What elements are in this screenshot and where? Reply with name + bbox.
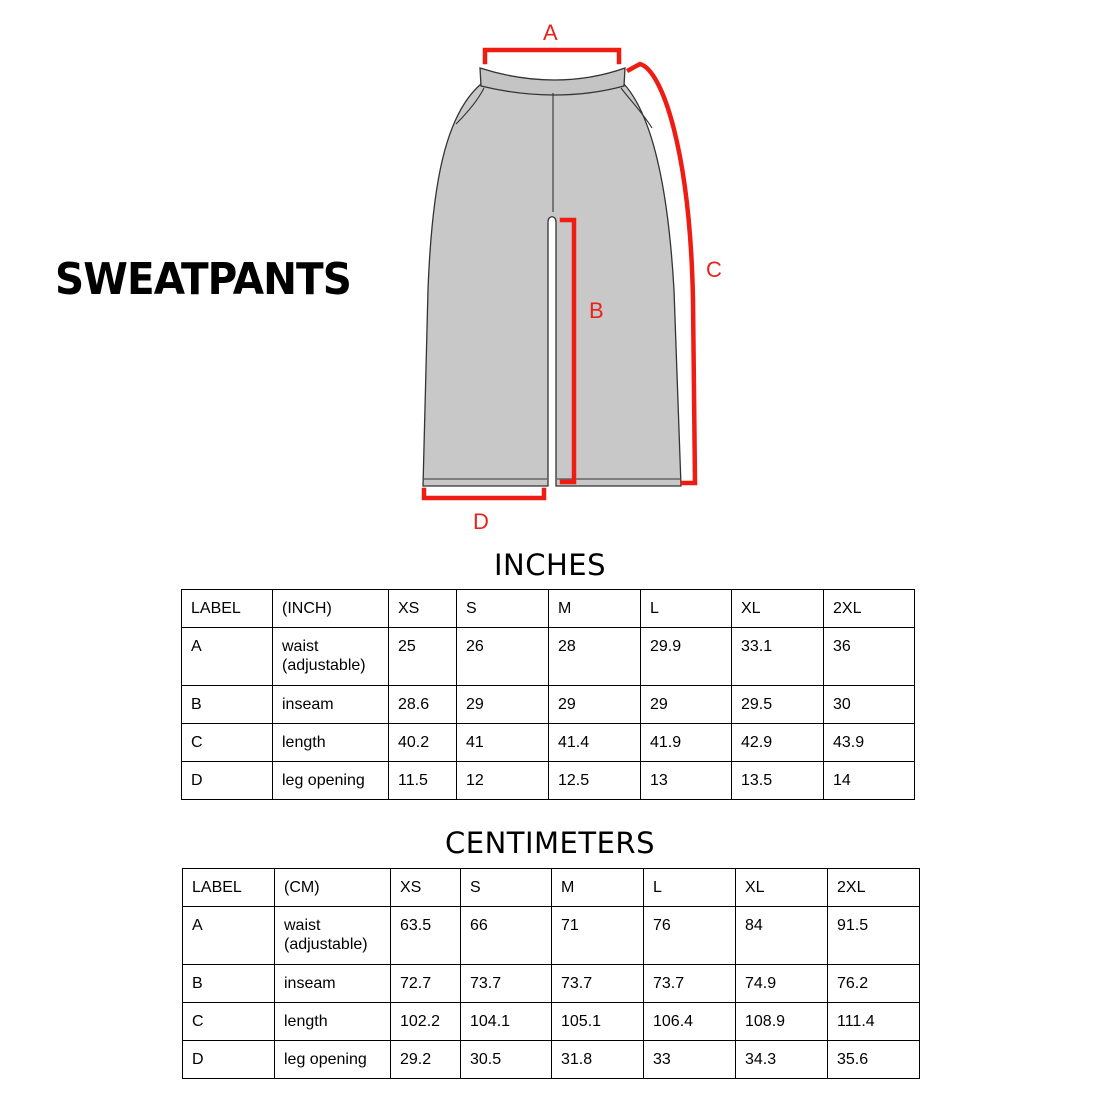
table-cell: 72.7 — [391, 965, 461, 1003]
table-cell: 106.4 — [644, 1003, 736, 1041]
header-cell: XL — [736, 869, 828, 907]
table-cell: 29.5 — [732, 686, 824, 724]
header-cell: M — [552, 869, 644, 907]
table-cell: 28.6 — [389, 686, 457, 724]
waistband — [480, 68, 625, 95]
table-cell: 66 — [461, 907, 552, 965]
table-cell: 73.7 — [644, 965, 736, 1003]
table-cell: 35.6 — [828, 1041, 920, 1079]
sweatpants-diagram — [0, 0, 1100, 540]
table-cell: 73.7 — [552, 965, 644, 1003]
table-cell: 14 — [824, 762, 915, 800]
table-cell: D — [182, 762, 273, 800]
table-cell: 43.9 — [824, 724, 915, 762]
table-cell: 34.3 — [736, 1041, 828, 1079]
table-cell: 25 — [389, 628, 457, 686]
table-cell: 12 — [457, 762, 549, 800]
table-cell: 71 — [552, 907, 644, 965]
header-cell: (INCH) — [273, 590, 389, 628]
table-cell: 73.7 — [461, 965, 552, 1003]
table-row — [183, 1003, 920, 1041]
header-cell: LABEL — [183, 869, 275, 907]
table-cell: 29 — [549, 686, 641, 724]
table-cell: waist (adjustable) — [273, 628, 389, 686]
table-row — [183, 1041, 920, 1079]
page-title: SWEATPANTS — [55, 254, 351, 305]
table-cell: 76.2 — [828, 965, 920, 1003]
table-cell: 63.5 — [391, 907, 461, 965]
table-cell: 28 — [549, 628, 641, 686]
header-cell: 2XL — [824, 590, 915, 628]
table-cell: 102.2 — [391, 1003, 461, 1041]
table-row — [182, 628, 915, 686]
measure-line-a — [485, 50, 619, 62]
header-cell: XL — [732, 590, 824, 628]
label-d: D — [473, 509, 489, 534]
table-row — [182, 762, 915, 800]
label-c: C — [706, 257, 722, 282]
table-cell: 13 — [641, 762, 732, 800]
measure-line-d — [424, 490, 544, 498]
table-cell: 26 — [457, 628, 549, 686]
table-cell: 76 — [644, 907, 736, 965]
header-cell: L — [644, 869, 736, 907]
table-cell: 41.9 — [641, 724, 732, 762]
table-cell: 30 — [824, 686, 915, 724]
table-cell: length — [273, 724, 389, 762]
table-cell: length — [275, 1003, 391, 1041]
table-cell: 29.9 — [641, 628, 732, 686]
table-cell: 40.2 — [389, 724, 457, 762]
sweatpants-garment — [423, 84, 681, 486]
header-cell: XS — [389, 590, 457, 628]
header-cell: S — [461, 869, 552, 907]
table-cell: 12.5 — [549, 762, 641, 800]
label-b: B — [589, 298, 604, 323]
table-row — [183, 965, 920, 1003]
table-cell: 41 — [457, 724, 549, 762]
centimeters-heading: CENTIMETERS — [445, 826, 655, 860]
table-row — [182, 686, 915, 724]
table-cell: 111.4 — [828, 1003, 920, 1041]
table-cell: 84 — [736, 907, 828, 965]
table-cell: 33.1 — [732, 628, 824, 686]
header-cell: (CM) — [275, 869, 391, 907]
header-cell: 2XL — [828, 869, 920, 907]
table-cell: 36 — [824, 628, 915, 686]
header-cell: LABEL — [182, 590, 273, 628]
table-cell: C — [183, 1003, 275, 1041]
table-cell: leg opening — [273, 762, 389, 800]
inches-size-table — [181, 589, 915, 800]
table-header-row — [183, 869, 920, 907]
table-cell: 104.1 — [461, 1003, 552, 1041]
table-cell: A — [182, 628, 273, 686]
table-cell: inseam — [275, 965, 391, 1003]
label-a: A — [543, 20, 558, 45]
table-cell: leg opening — [275, 1041, 391, 1079]
table-cell: B — [182, 686, 273, 724]
header-cell: L — [641, 590, 732, 628]
table-cell: 105.1 — [552, 1003, 644, 1041]
header-cell: XS — [391, 869, 461, 907]
header-cell: M — [549, 590, 641, 628]
header-cell: S — [457, 590, 549, 628]
table-cell: A — [183, 907, 275, 965]
table-cell: 30.5 — [461, 1041, 552, 1079]
table-cell: 29.2 — [391, 1041, 461, 1079]
table-cell: B — [183, 965, 275, 1003]
table-cell: waist (adjustable) — [275, 907, 391, 965]
table-header-row — [182, 590, 915, 628]
table-cell: 42.9 — [732, 724, 824, 762]
centimeters-size-table — [182, 868, 920, 1079]
table-cell: 29 — [457, 686, 549, 724]
table-cell: C — [182, 724, 273, 762]
table-row — [183, 907, 920, 965]
table-cell: 108.9 — [736, 1003, 828, 1041]
inches-heading: INCHES — [493, 548, 607, 582]
table-cell: 41.4 — [549, 724, 641, 762]
table-cell: 31.8 — [552, 1041, 644, 1079]
table-cell: 13.5 — [732, 762, 824, 800]
table-cell: 33 — [644, 1041, 736, 1079]
table-cell: 74.9 — [736, 965, 828, 1003]
table-row — [182, 724, 915, 762]
table-cell: D — [183, 1041, 275, 1079]
table-cell: 29 — [641, 686, 732, 724]
table-cell: 91.5 — [828, 907, 920, 965]
table-cell: 11.5 — [389, 762, 457, 800]
table-cell: inseam — [273, 686, 389, 724]
